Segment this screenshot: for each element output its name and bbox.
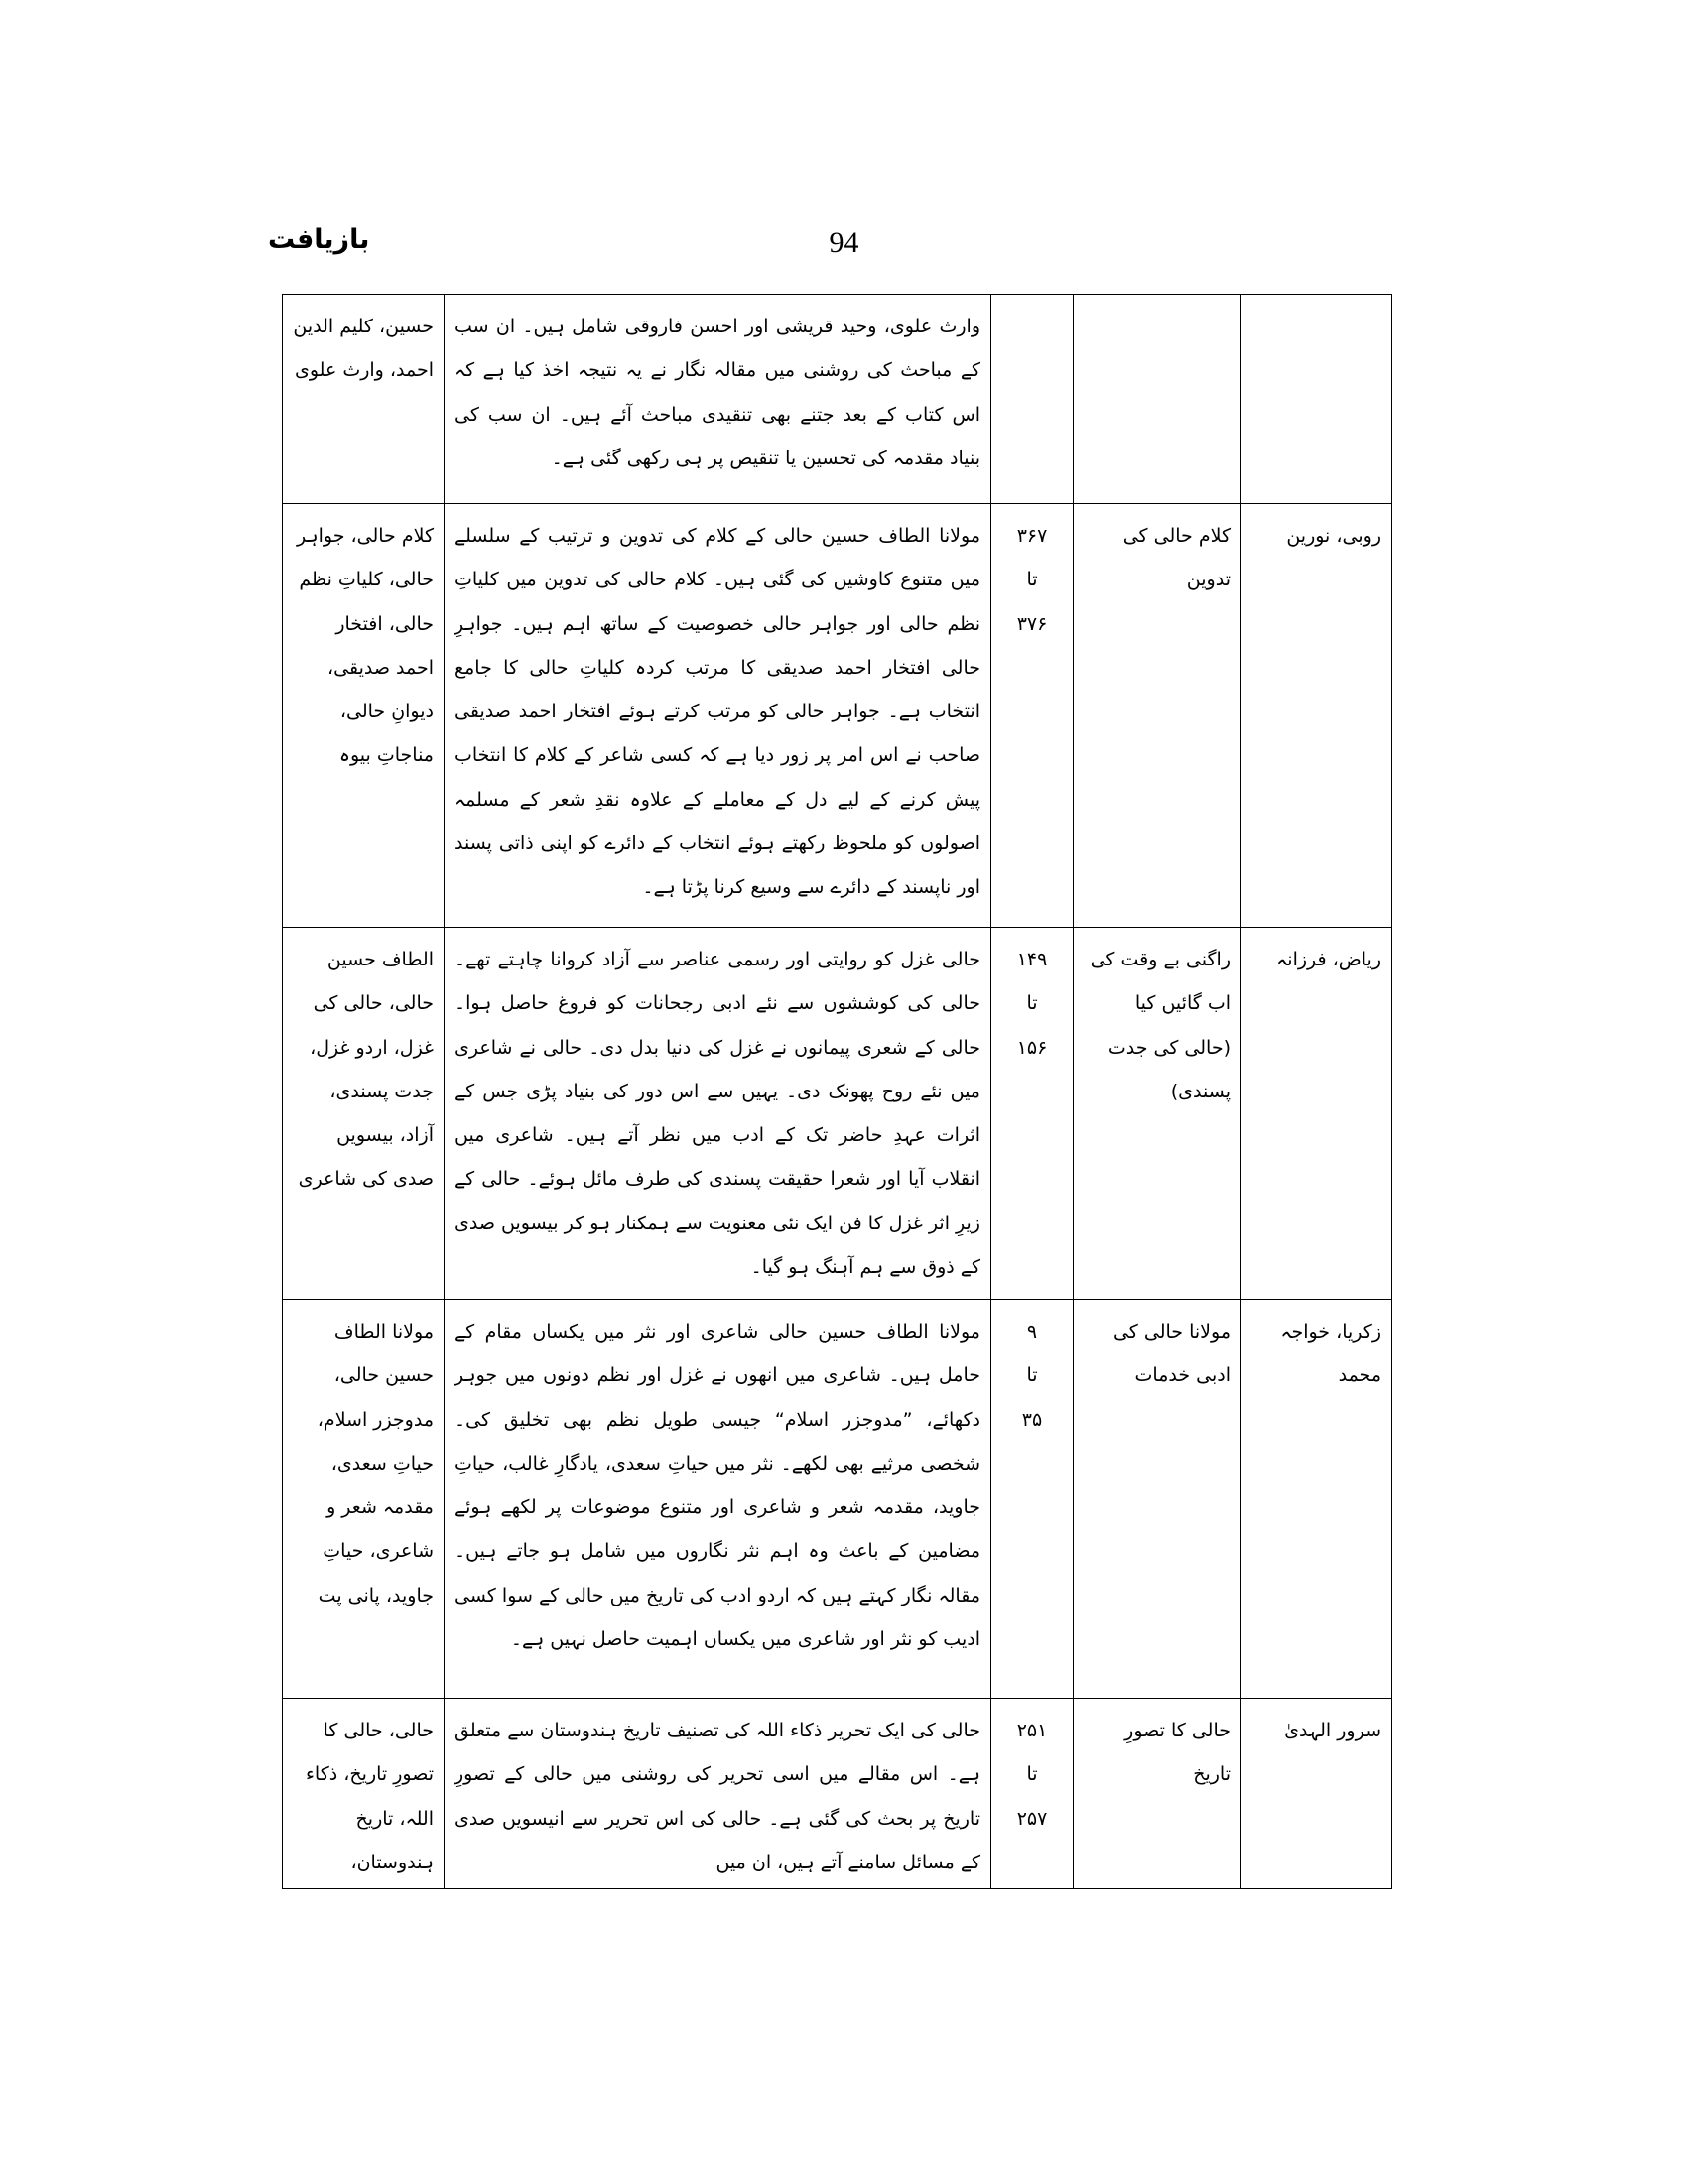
author-cell: سرور الہدیٰ: [1241, 1699, 1392, 1889]
table-row: [283, 1300, 1392, 1699]
table-row: [283, 295, 1392, 504]
table-row: [283, 504, 1392, 928]
pages-cell: ۱۴۹ تا ۱۵۶: [991, 928, 1074, 1300]
summary-cell: مولانا الطاف حسین حالی کے کلام کی تدوین و ترتیب کے سلسلے میں متنوع کاوشیں کی گئی ہیں۔ کلام حالی کی تدوین میں کلیاتِ نظم حالی اور جواہر حالی خصوصیت کے ساتھ اہم ہیں۔ جواہرِ حالی افتخار احمد صدیقی کا مرتب کردہ کلیاتِ حالی کا جامع انتخاب ہے۔ جواہر حالی کو مرتب کرتے ہوئے افتخار احمد صدیقی صاحب نے اس امر پر زور دیا ہے کہ کسی شاعر کے کلام کا انتخاب پیش کرنے کے لیے دل کے معاملے کے علاوہ نقدِ شعر کے مسلمہ اصولوں کو ملحوظ رکھتے ہوئے انتخاب کے دائرے کو اپنی ذاتی پسند اور ناپسند کے دائرے سے وسیع کرنا پڑتا ہے۔: [445, 504, 991, 928]
keywords-cell: کلام حالی، جواہر حالی، کلیاتِ نظم حالی، افتخار احمد صدیقی، دیوانِ حالی، مناجاتِ بیوہ: [283, 504, 445, 928]
pages-cell: ۳۶۷ تا ۳۷۶: [991, 504, 1074, 928]
summary-cell: حالی غزل کو روایتی اور رسمی عناصر سے آزاد کروانا چاہتے تھے۔ حالی کی کوششوں سے نئے ادبی رجحانات کو فروغ حاصل ہوا۔ حالی کے شعری پیمانوں نے غزل کی دنیا بدل دی۔ حالی نے شاعری میں نئے روح پھونک دی۔ یہیں سے اس دور کی بنیاد پڑی جس کے اثرات عہدِ حاضر تک کے ادب میں نظر آتے ہیں۔ شاعری میں انقلاب آیا اور شعرا حقیقت پسندی کی طرف مائل ہوئے۔ حالی کے زیرِ اثر غزل کا فن ایک نئی معنویت سے ہمکنار ہو کر بیسویں صدی کے ذوق سے ہم آہنگ ہو گیا۔: [445, 928, 991, 1300]
author-cell: ریاض، فرزانہ: [1241, 928, 1392, 1300]
table-row: [283, 1699, 1392, 1889]
title-cell: راگنی بے وقت کی اب گائیں کیا (حالی کی جدت پسندی): [1074, 928, 1241, 1300]
author-cell: [1241, 295, 1392, 504]
keywords-cell: حالی، حالی کا تصورِ تاریخ، ذکاء اللہ، تاریخ ہندوستان،: [283, 1699, 445, 1889]
title-cell: کلام حالی کی تدوین: [1074, 504, 1241, 928]
title-cell: حالی کا تصورِ تاریخ: [1074, 1699, 1241, 1889]
summary-cell: مولانا الطاف حسین حالی شاعری اور نثر میں یکساں مقام کے حامل ہیں۔ شاعری میں انھوں نے غزل اور نظم دونوں میں جوہر دکھائے، ”مدوجزر اسلام“ جیسی طویل نظم بھی تخلیق کی۔ شخصی مرثیے بھی لکھے۔ نثر میں حیاتِ سعدی، یادگارِ غالب، حیاتِ جاوید، مقدمہ شعر و شاعری اور متنوع موضوعات پر لکھے ہوئے مضامین کے باعث وہ اہم نثر نگاروں میں شامل ہو جاتے ہیں۔ مقالہ نگار کہتے ہیں کہ اردو ادب کی تاریخ میں حالی کے سوا کسی ادیب کو نثر اور شاعری میں یکساں اہمیت حاصل نہیں ہے۔: [445, 1300, 991, 1699]
author-cell: روبی، نورین: [1241, 504, 1392, 928]
pages-cell: ۹ تا ۳۵: [991, 1300, 1074, 1699]
author-cell: زکریا، خواجہ محمد: [1241, 1300, 1392, 1699]
title-cell: مولانا حالی کی ادبی خدمات: [1074, 1300, 1241, 1699]
pages-cell: [991, 295, 1074, 504]
title-cell: [1074, 295, 1241, 504]
summary-cell: حالی کی ایک تحریر ذکاء اللہ کی تصنیف تاریخ ہندوستان سے متعلق ہے۔ اس مقالے میں اسی تحریر کی روشنی میں حالی کے تصورِ تاریخ پر بحث کی گئی ہے۔ حالی کی اس تحریر سے انیسویں صدی کے مسائل سامنے آتے ہیں، ان میں: [445, 1699, 991, 1889]
keywords-cell: الطاف حسین حالی، حالی کی غزل، اردو غزل، جدت پسندی، آزاد، بیسویں صدی کی شاعری: [283, 928, 445, 1300]
journal-name: بازیافت: [268, 224, 370, 255]
summary-cell: وارث علوی، وحید قریشی اور احسن فاروقی شامل ہیں۔ ان سب کے مباحث کی روشنی میں مقالہ نگار نے یہ نتیجہ اخذ کیا ہے کہ اس کتاب کے بعد جتنے بھی تنقیدی مباحث آئے ہیں۔ ان سب کی بنیاد مقدمہ کی تحسین یا تنقیص پر ہی رکھی گئی ہے۔: [445, 295, 991, 504]
table-row: [283, 928, 1392, 1300]
keywords-cell: مولانا الطاف حسین حالی، مدوجزر اسلام، حیاتِ سعدی، مقدمہ شعر و شاعری، حیاتِ جاوید، پانی پت: [283, 1300, 445, 1699]
index-table: [282, 294, 1392, 1889]
page-number: 94: [829, 226, 859, 259]
pages-cell: ۲۵۱ تا ۲۵۷: [991, 1699, 1074, 1889]
keywords-cell: حسین، کلیم الدین احمد، وارث علوی: [283, 295, 445, 504]
